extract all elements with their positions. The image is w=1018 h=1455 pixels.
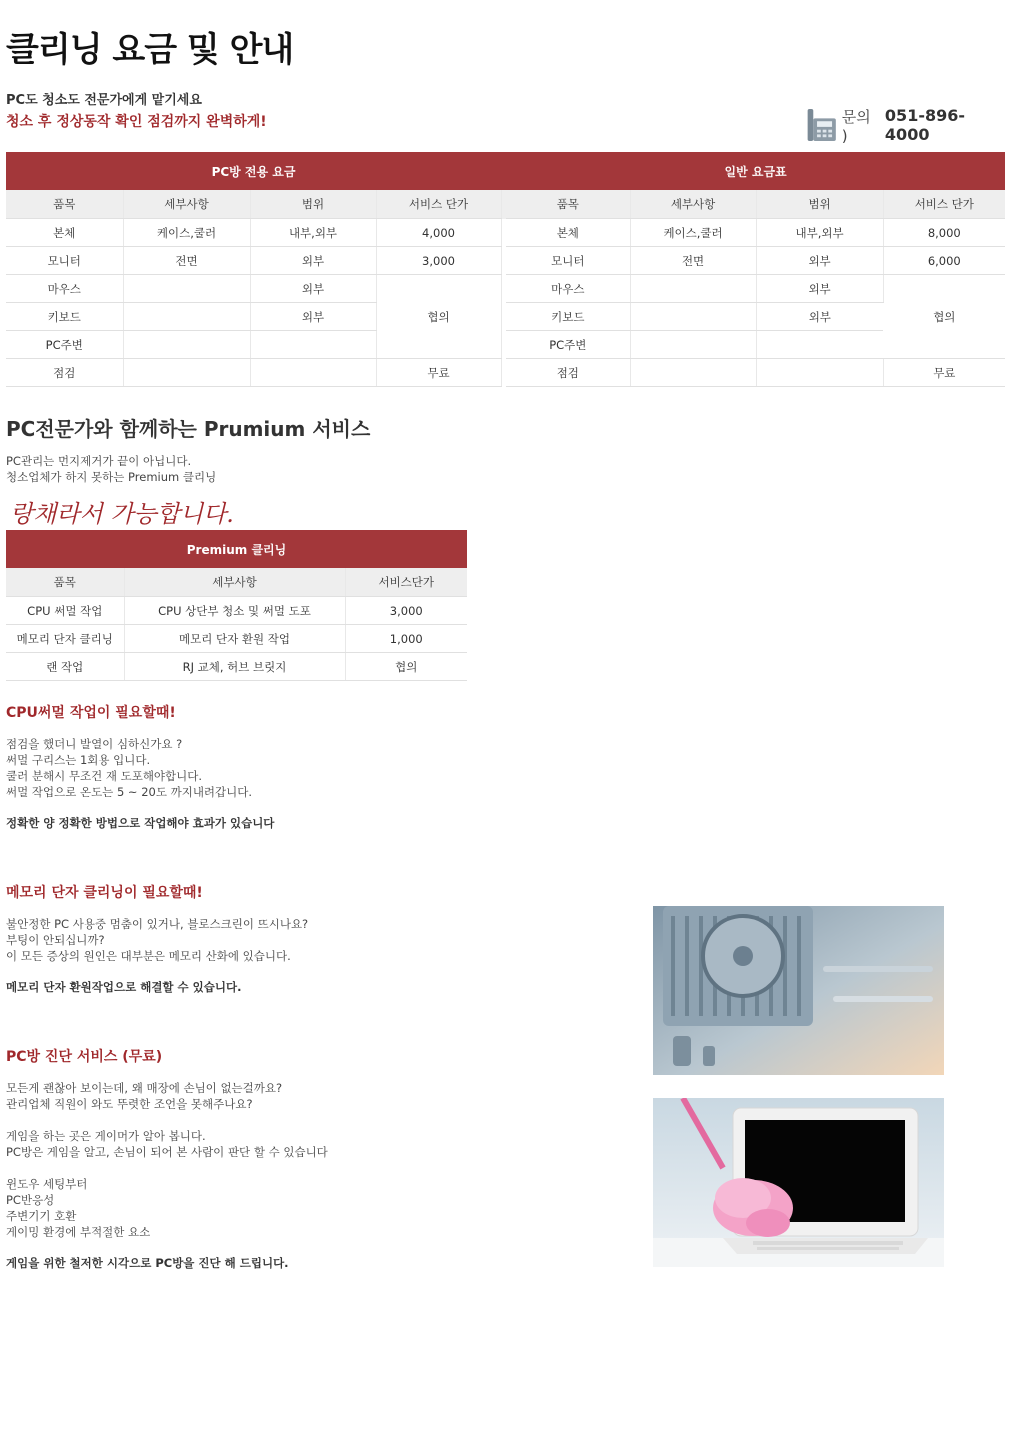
body-line: 이 모든 증상의 원인은 대부분은 메모리 산화에 있습니다. [6,949,291,963]
cell [123,275,250,303]
cell: 협의 [345,653,467,681]
body-line: 쿨러 분해시 무조건 재 도포해야합니다. [6,769,203,783]
table-row [6,359,1005,387]
table-row [6,275,1005,303]
premium-desc-line: 청소업체가 하지 못하는 Premium 클리닝 [6,470,217,484]
column-header: 세부사항 [124,568,345,597]
cell: 내부,외부 [756,219,883,247]
premium-table-title: Premium 클리닝 [6,530,467,568]
body-line: 주변기기 호환 [6,1209,77,1223]
table-row [6,597,467,625]
premium-script-text: 랑채라서 가능합니다. [10,500,234,528]
cell: 외부 [756,275,883,303]
table-row [6,331,1005,359]
cell: 메모리 단자 환원 작업 [124,625,345,653]
cell: 무료 [883,359,1005,387]
cell: 1,000 [345,625,467,653]
column-header: 서비스 단가 [376,190,501,219]
table-row [6,219,1005,247]
table-row [6,303,1005,331]
cell: 협의 [883,275,1005,359]
premium-title: PC전문가와 함께하는 Prumium 서비스 [6,417,371,441]
diagnosis-section-body [6,1080,328,1240]
cell: 3,000 [376,247,501,275]
column-header: 품목 [6,190,123,219]
contact-box [802,106,1002,144]
cell [756,331,883,359]
memory-section-strong: 메모리 단자 환원작업으로 해결할 수 있습니다. [6,980,242,994]
cell [630,331,756,359]
cell: 케이스,쿨러 [123,219,250,247]
body-line: 불안정한 PC 사용중 멈춤이 있거나, 블로스크린이 뜨시나요? [6,917,309,931]
cell: 외부 [756,303,883,331]
cpu-cooler-image [653,906,944,1075]
memory-section-heading: 메모리 단자 클리닝이 필요할때! [6,885,203,901]
cell: PC주변 [506,331,630,359]
column-header: 품목 [506,190,630,219]
body-line: PC반응성 [6,1193,55,1207]
column-header: 서비스단가 [345,568,467,597]
cell: CPU 상단부 청소 및 써멀 도포 [124,597,345,625]
cell: 키보드 [506,303,630,331]
cell: 본체 [506,219,630,247]
body-line: 써멀 작업으로 온도는 5 ~ 20도 까지내려갑니다. [6,785,253,799]
cell [123,331,250,359]
page-title: 클리닝 요금 및 안내 [6,30,294,70]
cell: 외부 [250,275,376,303]
cell: 외부 [250,303,376,331]
table-row [6,653,467,681]
rate-table [6,152,1005,387]
cell: 마우스 [506,275,630,303]
cell [250,359,376,387]
cpu-section-strong: 정확한 양 정확한 방법으로 작업해야 효과가 있습니다 [6,816,275,830]
cell: RJ 교체, 허브 브릿지 [124,653,345,681]
memory-section-body [6,916,308,964]
cell: PC주변 [6,331,123,359]
cell: 4,000 [376,219,501,247]
cell: 8,000 [883,219,1005,247]
cpu-section-body [6,736,252,800]
diagnosis-section-strong: 게임을 위한 철저한 시각으로 PC방을 진단 해 드립니다. [6,1256,289,1270]
table-title-pcbang: PC방 전용 요금 [6,152,501,190]
diagnosis-section-heading: PC방 진단 서비스 (무료) [6,1049,163,1065]
cell: 무료 [376,359,501,387]
cell [630,359,756,387]
cell: 키보드 [6,303,123,331]
cell: 협의 [376,275,501,359]
contact-label: 문의 ) [841,107,871,145]
cell [756,359,883,387]
cell: 외부 [250,247,376,275]
cell: 전면 [123,247,250,275]
premium-table [6,530,467,681]
cell: 마우스 [6,275,123,303]
cell: 3,000 [345,597,467,625]
cell [123,303,250,331]
column-header: 서비스 단가 [883,190,1005,219]
subtitle-accent: 청소 후 정상동작 확인 점검까지 완벽하게! [6,114,267,130]
cell: 전면 [630,247,756,275]
column-header: 범위 [250,190,376,219]
body-line: 모든게 괜찮아 보이는데, 왜 매장에 손님이 없는걸까요? [6,1081,283,1095]
body-line: 게이밍 환경에 부적절한 요소 [6,1225,151,1239]
body-line: 부팅이 안되십니까? [6,933,105,947]
contact-number[interactable]: 051-896-4000 [884,106,965,144]
premium-desc-line: PC관리는 먼지제거가 끝이 아닙니다. [6,454,192,468]
column-header: 범위 [756,190,883,219]
body-line: 게임을 하는 곳은 게이머가 알아 봅니다. [6,1129,206,1143]
subtitle: PC도 청소도 전문가에게 맡기세요 [6,93,202,108]
body-line: PC방은 게임을 알고, 손님이 되어 본 사람이 판단 할 수 있습니다 [6,1145,328,1159]
column-header: 세부사항 [630,190,756,219]
cell: 메모리 단자 클리닝 [6,625,124,653]
cell [250,331,376,359]
cell: 랜 작업 [6,653,124,681]
table-title-general: 일반 요금표 [506,152,1005,190]
cell: 내부,외부 [250,219,376,247]
cell: 외부 [756,247,883,275]
table-row [6,247,1005,275]
cell: CPU 써멀 작업 [6,597,124,625]
body-line: 관리업체 직원이 와도 뚜렷한 조언을 못해주나요? [6,1097,253,1111]
cpu-section-heading: CPU써멀 작업이 필요할때! [6,705,176,721]
cell: 모니터 [6,247,123,275]
cell: 모니터 [506,247,630,275]
body-line: 점검을 했더니 발열이 심하신가요 ? [6,737,183,751]
cell: 케이스,쿨러 [630,219,756,247]
cell [123,359,250,387]
cell: 6,000 [883,247,1005,275]
column-header: 세부사항 [123,190,250,219]
cell: 점검 [6,359,123,387]
cell: 점검 [506,359,630,387]
body-line: 써멀 구리스는 1회용 입니다. [6,753,151,767]
laptop-cleaning-image [653,1098,944,1267]
body-line: 윈도우 세팅부터 [6,1177,88,1191]
cell: 본체 [6,219,123,247]
table-row [6,625,467,653]
phone-icon [802,106,838,144]
column-header: 품목 [6,568,124,597]
cell [630,275,756,303]
cell [630,303,756,331]
premium-description [6,453,216,485]
